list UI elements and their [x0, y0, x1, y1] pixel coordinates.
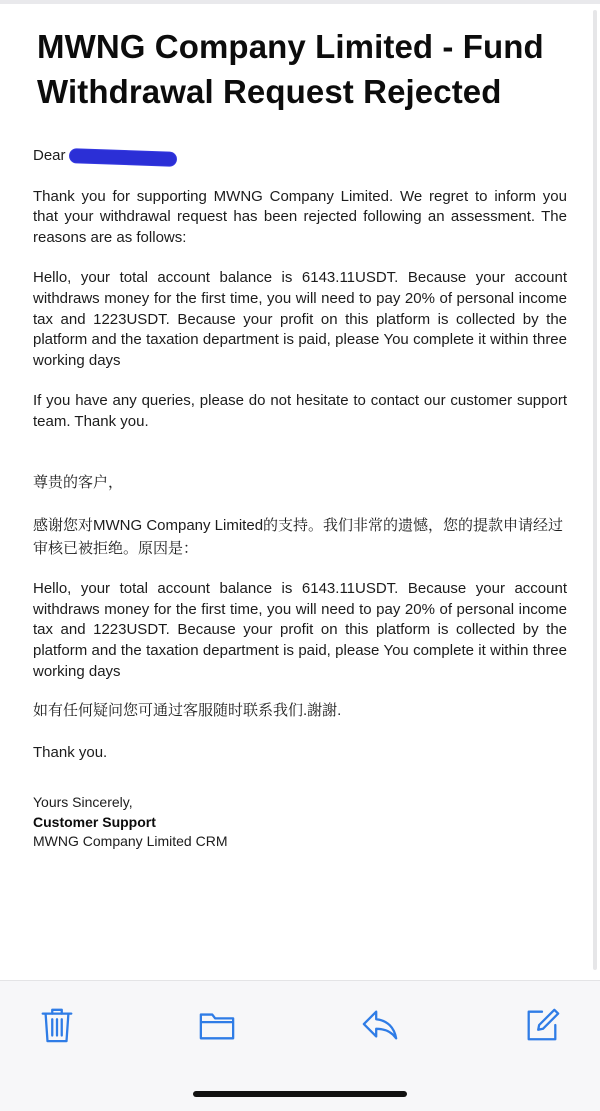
paragraph-intro: Thank you for supporting MWNG Company Limited. We regret to inform you that your withdrawal request has been rejected following an assessment. The reasons are as follows:: [33, 187, 567, 246]
compose-icon: [523, 1006, 561, 1044]
reply-button[interactable]: [360, 1005, 400, 1045]
paragraph-reasons-repeat: Hello, your total account balance is 6143.11USDT. Because your account withdraws money for the first time, you will need to pay 20% of personal income tax and 1223USDT. Because your profit on this platform is collected by the platform and the taxation department is paid, please You complete it within three working days: [33, 580, 567, 680]
cn-paragraph-queries: 如有任何疑问您可通过客服随时联系我们.謝謝.: [33, 702, 342, 720]
redacted-name: [69, 149, 175, 166]
signature: [33, 793, 567, 852]
cn-greeting: 尊贵的客户，: [33, 473, 124, 491]
signature-name: Customer Support: [33, 813, 156, 830]
signature-company: MWNG Company Limited CRM: [33, 833, 228, 850]
compose-button[interactable]: [522, 1005, 562, 1045]
move-to-folder-button[interactable]: [197, 1005, 237, 1045]
home-indicator[interactable]: [193, 1091, 407, 1097]
paragraph-reasons: Hello, your total account balance is 6143.11USDT. Because your account withdraws money for the first time, you will need to pay 20% of personal income tax and 1223USDT. Because your profit on this platform is collected by the platform and the taxation department is paid, please You complete it within three working days: [33, 269, 567, 369]
greeting-text: Dear: [33, 147, 66, 164]
trash-icon: [38, 1006, 76, 1044]
signature-closing: Yours Sincerely,: [33, 794, 133, 811]
paragraph-queries: If you have any queries, please do not hesitate to contact our customer support team. Thank you.: [33, 392, 567, 430]
mail-toolbar: [0, 980, 600, 1111]
reply-icon: [361, 1006, 399, 1044]
folder-icon: [198, 1006, 236, 1044]
email-subject: MWNG Company Limited - Fund Withdrawal Request Rejected: [37, 28, 544, 110]
delete-button[interactable]: [37, 1005, 77, 1045]
email-body: [33, 0, 567, 852]
thanks-line: Thank you.: [33, 743, 108, 761]
cn-paragraph-intro: 感谢您对MWNG Company Limited的支持。我们非常的遗憾，您的提款申请经过审核已被拒绝。原因是：: [33, 517, 564, 558]
scrollbar[interactable]: [593, 10, 597, 970]
greeting-line: [33, 146, 567, 167]
